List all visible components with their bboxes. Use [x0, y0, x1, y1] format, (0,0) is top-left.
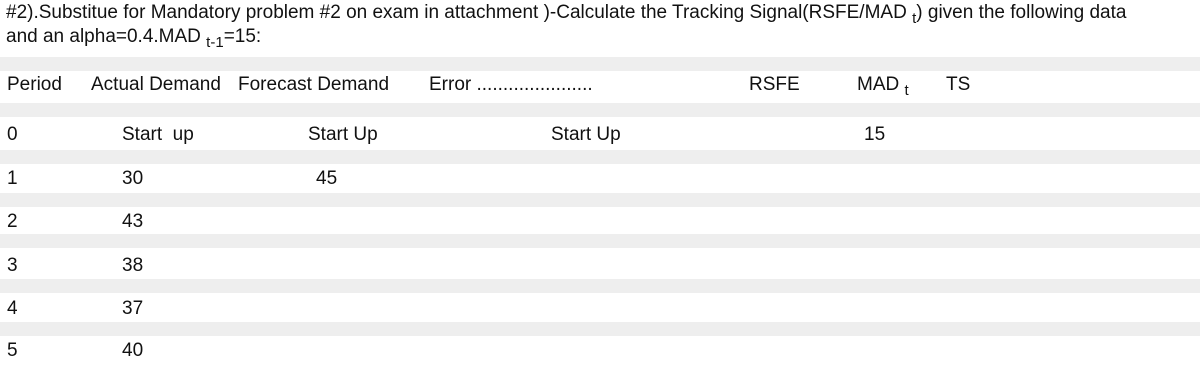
- row-band: [0, 322, 1200, 336]
- header-rsfe: RSFE: [749, 74, 800, 95]
- problem-line-2-suffix: =15:: [223, 26, 262, 47]
- problem-line-1-text: #2).Substitue for Mandatory problem #2 on exam in attachment )-Calculate the Tracking Signal(RSFE/MAD: [6, 2, 913, 23]
- cell-actual: 43: [122, 211, 144, 232]
- cell-period: 1: [7, 168, 18, 189]
- cell-mad: 15: [864, 124, 886, 145]
- header-ts: TS: [946, 74, 971, 95]
- cell-actual: 38: [122, 255, 144, 276]
- cell-period: 2: [7, 211, 18, 232]
- header-mad-subscript: t: [904, 82, 909, 99]
- cell-period: 3: [7, 255, 18, 276]
- problem-line-1-suffix: ) given the following data: [916, 2, 1127, 23]
- row-band: [0, 57, 1200, 71]
- cell-error: Start Up: [551, 124, 621, 145]
- row-band: [0, 234, 1200, 248]
- header-forecast-demand: Forecast Demand: [238, 74, 390, 95]
- problem-line-2: [6, 26, 262, 51]
- row-band: [0, 150, 1200, 164]
- row-band: [0, 279, 1200, 293]
- header-mad: [857, 74, 909, 99]
- cell-actual: 30: [122, 168, 144, 189]
- cell-actual: 40: [122, 340, 144, 361]
- cell-forecast: Start Up: [308, 124, 378, 145]
- problem-line-2-text: and an alpha=0.4.MAD: [6, 26, 207, 47]
- cell-forecast: 45: [316, 168, 338, 189]
- cell-period: 5: [7, 340, 18, 361]
- cell-period: 4: [7, 298, 18, 319]
- header-mad-label: MAD: [857, 74, 900, 95]
- row-band: [0, 193, 1200, 207]
- header-error: Error ......................: [429, 74, 593, 95]
- row-band: [0, 103, 1200, 117]
- cell-actual: 37: [122, 298, 144, 319]
- header-actual-demand: Actual Demand: [91, 74, 221, 95]
- cell-period: 0: [7, 124, 18, 145]
- problem-line-1-subscript: t: [912, 10, 917, 27]
- cell-actual: Start up: [122, 124, 194, 145]
- problem-line-1: [6, 2, 1127, 27]
- header-period: Period: [7, 74, 62, 95]
- problem-line-2-subscript: t-1: [206, 34, 224, 51]
